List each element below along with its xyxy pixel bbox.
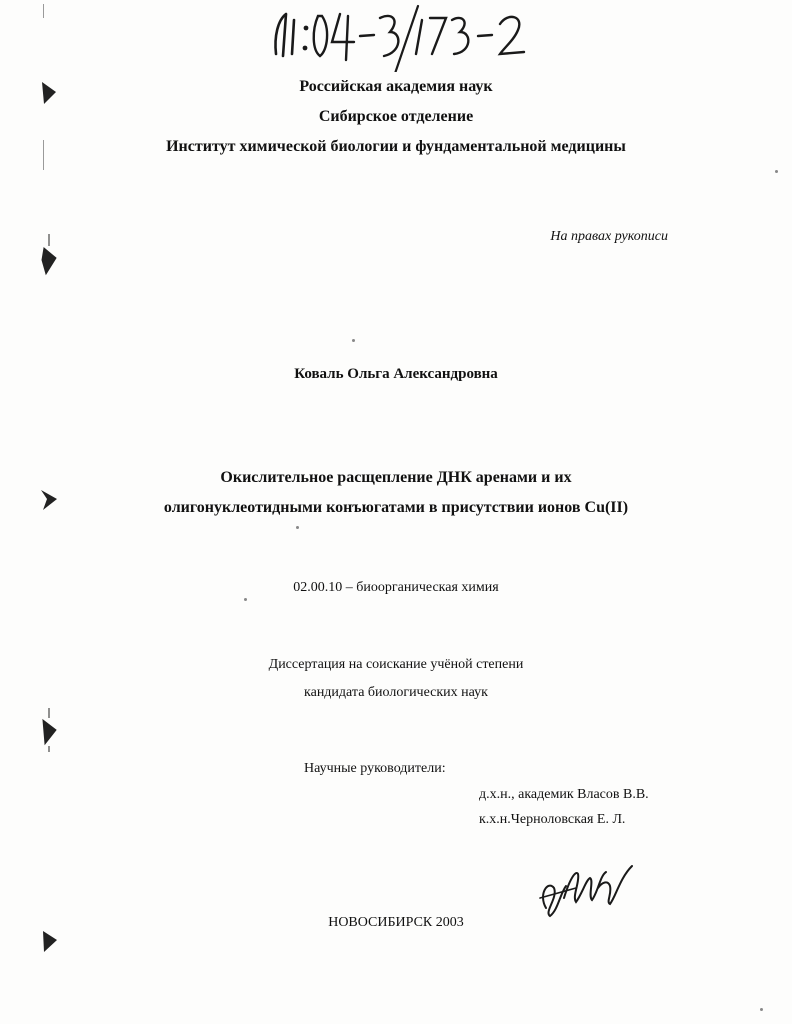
- dissertation-line2: кандидата биологических наук: [304, 685, 488, 700]
- thesis-title-line1: Окислительное расщепление ДНК аренами и их: [220, 469, 572, 486]
- scan-speck: [760, 1008, 763, 1011]
- institute-name: Институт химической биологии и фундаментальной медицины: [166, 138, 626, 155]
- binding-hole-mark: [38, 234, 60, 278]
- academy-name: Российская академия наук: [299, 78, 493, 95]
- author-name: Коваль Ольга Александровна: [294, 366, 498, 382]
- scan-speck: [244, 598, 247, 601]
- supervisor-item: к.х.н.Черноловская Е. Л.: [479, 812, 626, 827]
- supervisor-item: д.х.н., академик Власов В.В.: [479, 787, 649, 802]
- branch-name: Сибирское отделение: [318, 108, 474, 125]
- dissertation-line1: Диссертация на соискание учёной степени: [268, 657, 524, 672]
- binding-hole-mark: [38, 80, 60, 106]
- scan-speck: [352, 339, 355, 342]
- margin-rule: [43, 4, 44, 18]
- handwritten-archive-code: [268, 2, 538, 72]
- handwritten-signature: [536, 858, 636, 920]
- binding-hole-mark: [38, 486, 60, 512]
- binding-hole-mark: [38, 708, 60, 752]
- city-year: НОВОСИБИРСК 2003: [328, 915, 464, 930]
- manuscript-rights: На правах рукописи: [550, 229, 668, 244]
- scan-speck: [775, 170, 778, 173]
- binding-hole-mark: [38, 928, 60, 954]
- supervisors-heading: Научные руководители:: [304, 761, 446, 776]
- scan-speck: [296, 526, 299, 529]
- thesis-title-line2: олигонуклеотидными конъюгатами в присутствии ионов Cu(II): [163, 499, 629, 516]
- margin-rule: [43, 140, 44, 170]
- specialty-code: 02.00.10 – биоорганическая химия: [293, 580, 499, 595]
